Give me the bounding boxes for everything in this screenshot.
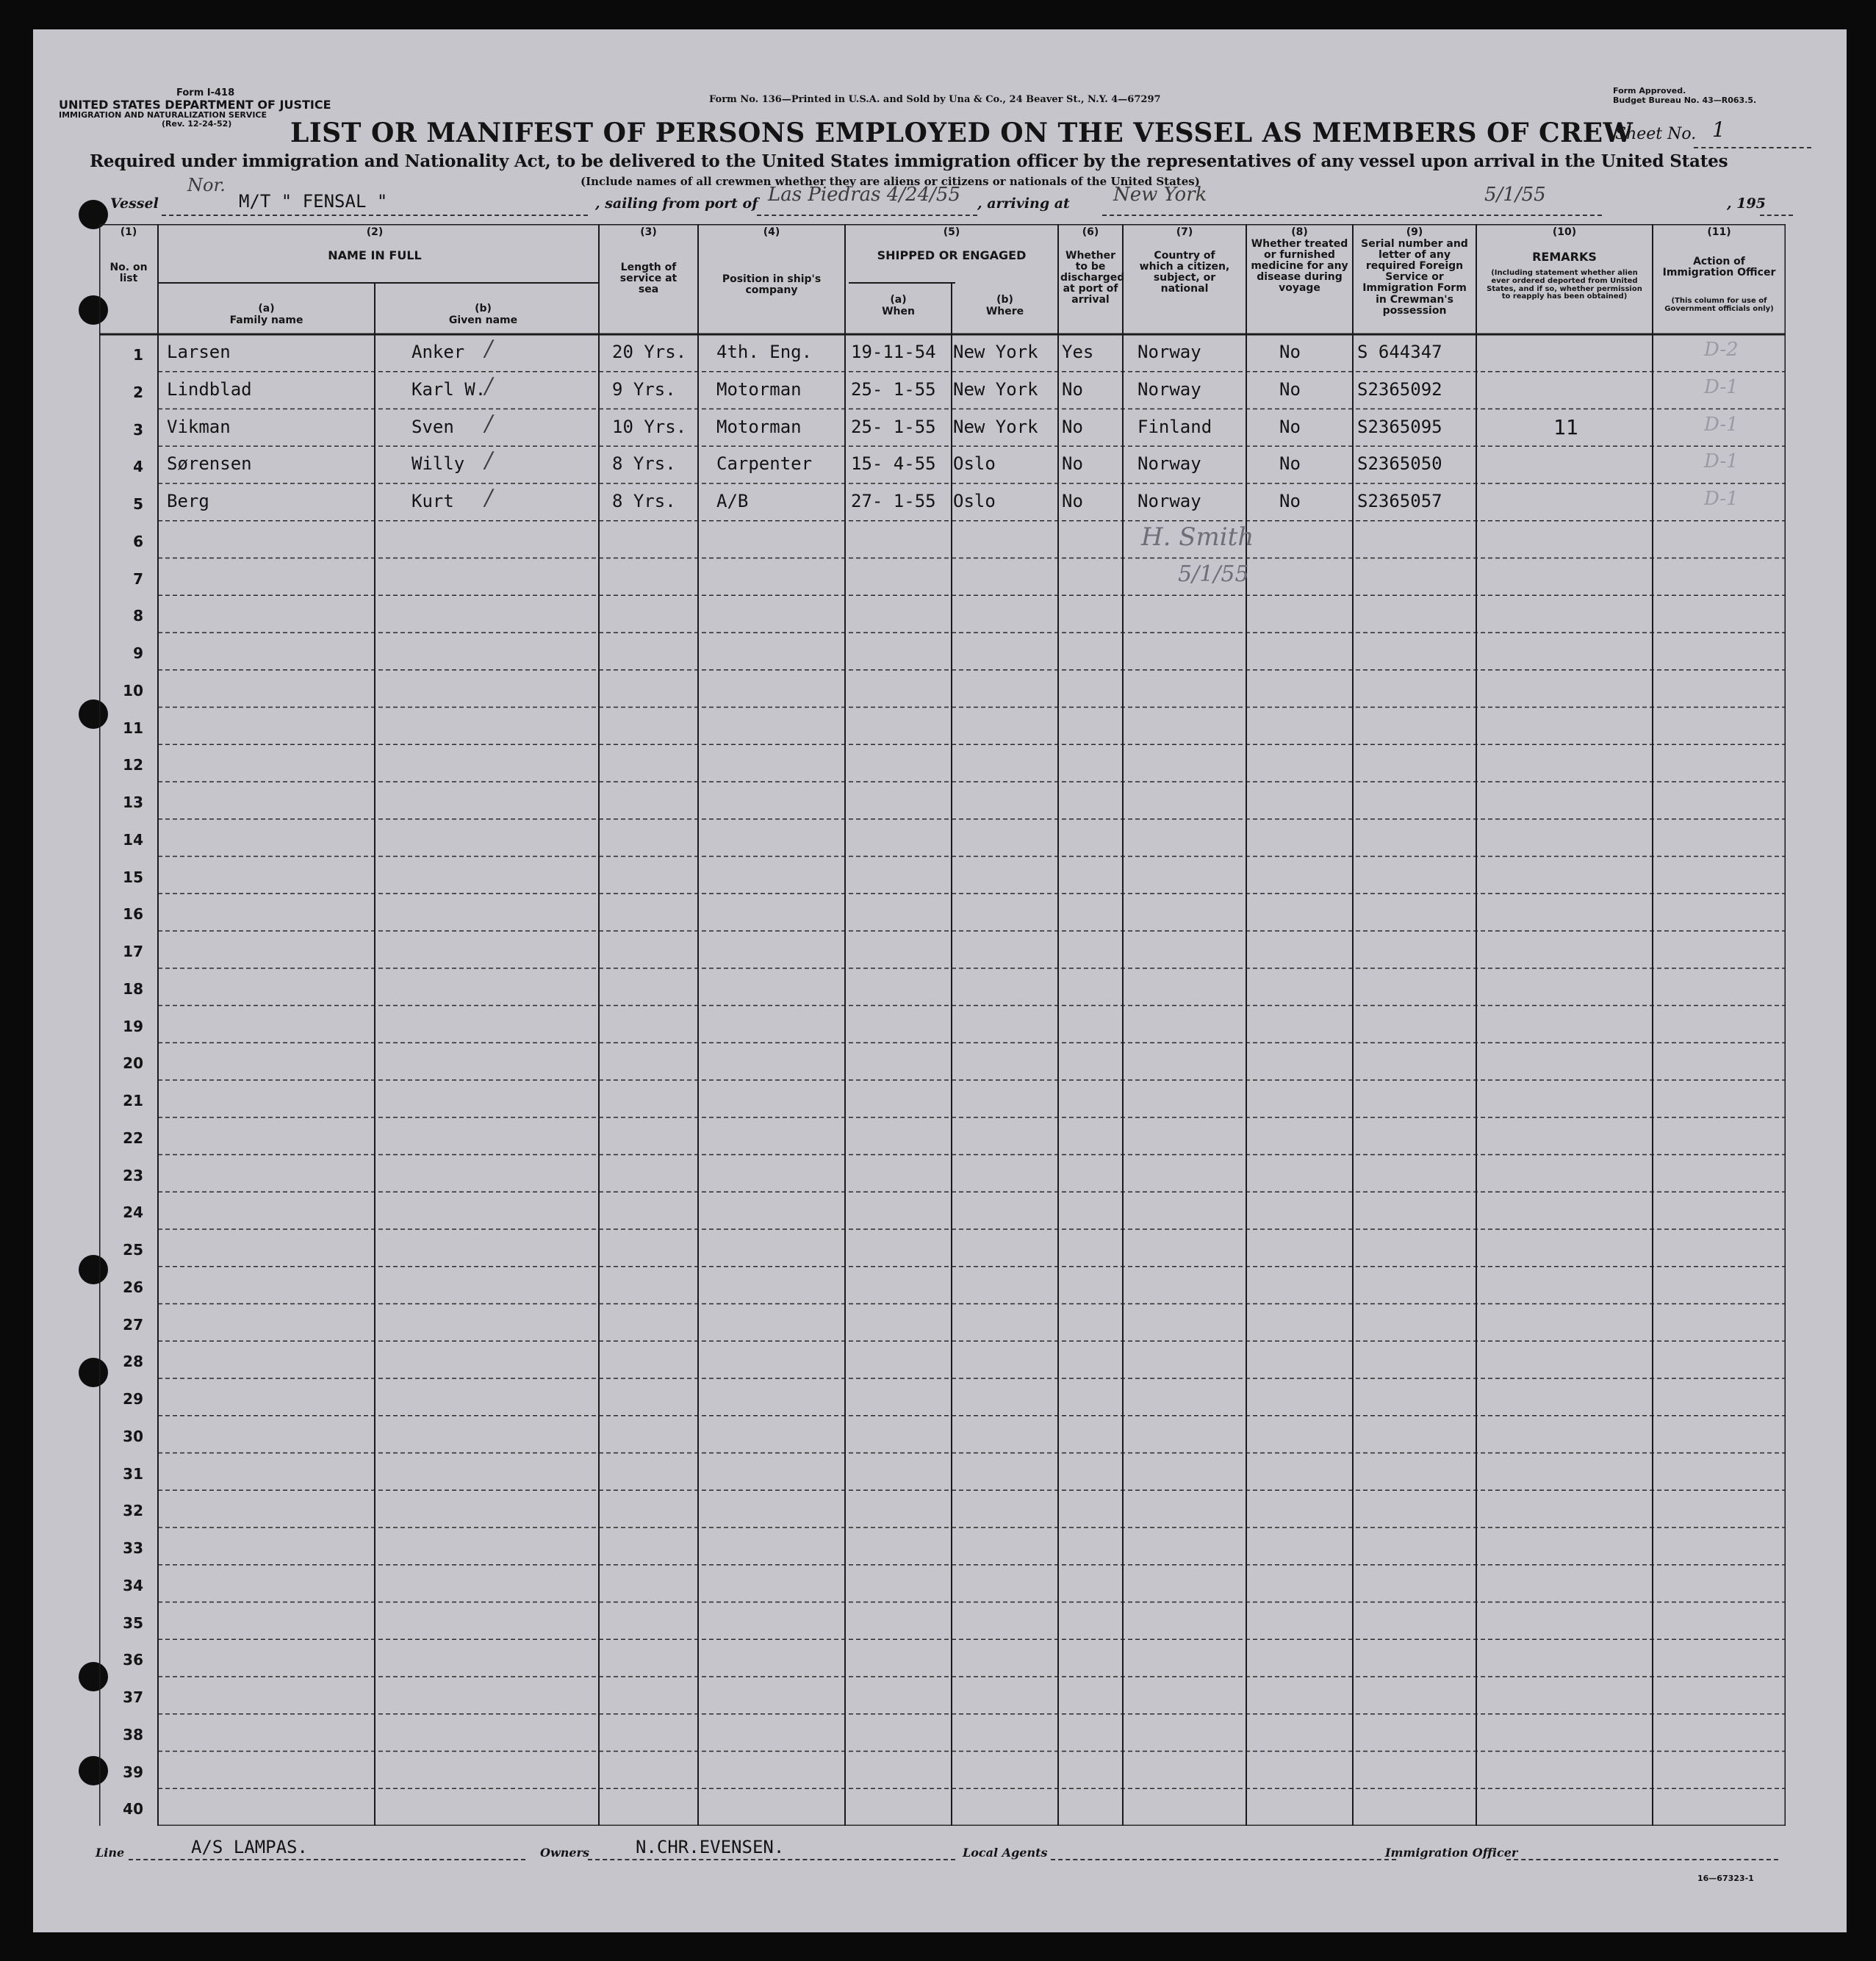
cell-position: Motorman xyxy=(716,416,802,437)
checkmark-icon: / xyxy=(485,485,493,511)
col-name-header: NAME IN FULL xyxy=(328,248,422,262)
sheet-number: 1 xyxy=(1712,118,1725,142)
col-name-number: (2) xyxy=(366,226,384,238)
row-number: 36 xyxy=(123,1651,143,1669)
row-number: 13 xyxy=(123,794,143,811)
approval-block xyxy=(1613,87,1756,105)
cell-country: Norway xyxy=(1138,378,1201,400)
cell-treated: No xyxy=(1279,378,1301,400)
cell-discharged: No xyxy=(1062,491,1083,511)
cell-where: New York xyxy=(953,416,1038,437)
cell-family: Sørensen xyxy=(167,453,252,475)
cell-given: Sven xyxy=(412,416,454,437)
vessel-nationality: Nor. xyxy=(187,175,226,195)
checkmark-icon: / xyxy=(485,447,493,474)
row-number: 27 xyxy=(123,1315,143,1334)
cell-position: Carpenter xyxy=(716,453,813,475)
col-where-header: Where xyxy=(985,306,1024,317)
cell-when: 25- 1-55 xyxy=(851,416,936,437)
officer-action: D-1 xyxy=(1704,488,1739,510)
revision: (Rev. 12-24-52) xyxy=(162,119,232,129)
col-country-number: (7) xyxy=(1176,226,1193,238)
cell-when: 27- 1-55 xyxy=(851,491,936,511)
cell-country: Norway xyxy=(1138,342,1201,362)
local-agents-label: Local Agents xyxy=(963,1846,1048,1860)
vessel-name: M/T " FENSAL " xyxy=(239,191,388,212)
cell-service: 8 Yrs. xyxy=(612,453,676,475)
row-number: 26 xyxy=(123,1278,143,1296)
row-number: 19 xyxy=(123,1017,143,1035)
form-code: 16—67323-1 xyxy=(1697,1874,1754,1883)
crew-table xyxy=(99,224,1786,1826)
cell-country: Norway xyxy=(1138,453,1201,475)
officer-action: D-2 xyxy=(1704,339,1739,361)
row-number: 2 xyxy=(133,383,143,401)
footer xyxy=(59,1837,1786,1866)
row-number: 37 xyxy=(123,1688,143,1706)
cell-when: 19-11-54 xyxy=(851,342,936,362)
signature: H. Smith xyxy=(1141,522,1254,552)
row-number: 34 xyxy=(123,1576,143,1594)
cell-family: Lindblad xyxy=(167,378,252,400)
cell-where: Oslo xyxy=(953,491,996,511)
col-remarks-number: (10) xyxy=(1552,226,1577,238)
col-discharged-number: (6) xyxy=(1082,226,1099,238)
row-number: 5 xyxy=(133,495,143,513)
row-number: 4 xyxy=(133,458,143,476)
printer-line: Form No. 136—Printed in U.S.A. and Sold by Una & Co., 24 Beaver St., N.Y. 4—67297 xyxy=(709,94,1161,105)
officer-action: D-1 xyxy=(1704,375,1739,398)
include-note: (Include names of all crewmen whether they are aliens or citizens or nationals of the United States) xyxy=(581,175,1200,188)
year-underline xyxy=(1760,215,1793,216)
cell-serial: S2365095 xyxy=(1357,416,1442,437)
row-number: 7 xyxy=(133,569,143,588)
form-approved: Form Approved. xyxy=(1613,86,1686,96)
col-when-header: When xyxy=(882,306,915,317)
row-number: 17 xyxy=(123,943,143,960)
officer-action: D-1 xyxy=(1704,450,1739,473)
col-family-header: Family name xyxy=(229,314,303,326)
row-number: 30 xyxy=(123,1427,143,1445)
col-shipped-header: SHIPPED OR ENGAGED xyxy=(877,248,1027,262)
vessel-underline xyxy=(162,215,588,216)
cell-when: 25- 1-55 xyxy=(851,378,936,400)
col-serial-number: (9) xyxy=(1406,226,1423,238)
row-number: 40 xyxy=(123,1800,143,1818)
sailing-label: , sailing from port of xyxy=(595,195,758,212)
checkmark-icon: / xyxy=(485,336,493,361)
row-number: 11 xyxy=(123,719,143,737)
subtitle: Required under immigration and Nationality Act, to be delivered to the United States immigration officer by the representatives of any vessel upon arrival in the United States xyxy=(90,151,1728,171)
row-number: 33 xyxy=(123,1539,143,1557)
cell-service: 20 Yrs. xyxy=(612,342,687,362)
row-number: 23 xyxy=(123,1166,143,1184)
row-number: 25 xyxy=(123,1241,143,1259)
row-number: 18 xyxy=(123,979,143,998)
signature-date: 5/1/55 xyxy=(1178,561,1249,587)
cell-discharged: No xyxy=(1062,453,1083,475)
cell-treated: No xyxy=(1279,342,1301,362)
owners-underline xyxy=(588,1859,955,1860)
cell-discharged: Yes xyxy=(1062,342,1094,362)
row-number: 6 xyxy=(133,532,143,550)
cell-where: New York xyxy=(953,342,1038,362)
cell-service: 8 Yrs. xyxy=(612,491,676,511)
row-number: 3 xyxy=(133,420,143,439)
table-grid xyxy=(99,224,1786,1826)
cell-family: Larsen xyxy=(167,342,231,362)
row-number: 16 xyxy=(123,905,143,924)
cell-discharged: No xyxy=(1062,416,1083,437)
col-service-number: (3) xyxy=(640,226,657,238)
row-number: 14 xyxy=(123,830,143,849)
sailing-underline xyxy=(757,215,977,216)
row-number: 9 xyxy=(133,644,143,662)
owners-label: Owners xyxy=(540,1846,589,1860)
col-discharged-header: Whether to be discharged at port of arrival xyxy=(1060,250,1125,306)
cell-treated: No xyxy=(1279,453,1301,475)
row-number: 10 xyxy=(123,681,143,699)
sailing-port: Las Piedras 4/24/55 xyxy=(768,184,960,206)
col-no-number: (1) xyxy=(120,226,137,238)
arriving-label: , arriving at xyxy=(977,195,1070,212)
cell-serial: S2365092 xyxy=(1357,378,1442,400)
immigration-officer-label: Immigration Officer xyxy=(1385,1846,1518,1860)
row-number: 39 xyxy=(123,1763,143,1781)
col-action-number: (11) xyxy=(1707,226,1731,238)
col-no-header: No. on list xyxy=(109,262,148,285)
line-underline xyxy=(129,1859,525,1860)
checkmark-icon: / xyxy=(485,410,493,436)
cell-family: Vikman xyxy=(167,416,231,437)
arrival-date: 5/1/55 xyxy=(1484,184,1546,206)
cell-treated: No xyxy=(1279,416,1301,437)
cell-discharged: No xyxy=(1062,378,1083,400)
department: UNITED STATES DEPARTMENT OF JUSTICE xyxy=(59,98,331,112)
manifest-sheet xyxy=(33,29,1847,1932)
cell-where: Oslo xyxy=(953,453,996,475)
col-shipped-number: (5) xyxy=(943,226,960,238)
immigration-officer-underline xyxy=(1506,1859,1778,1860)
cell-treated: No xyxy=(1279,491,1301,511)
cell-serial: S2365057 xyxy=(1357,491,1442,511)
line-value: A/S LAMPAS. xyxy=(191,1837,308,1857)
col-action-note: (This column for use of Government officials only) xyxy=(1664,297,1774,313)
sheet-underline xyxy=(1694,147,1811,148)
row-number: 20 xyxy=(123,1054,143,1073)
cell-given: Willy xyxy=(412,453,465,475)
line-label: Line xyxy=(96,1846,125,1860)
row-number: 21 xyxy=(123,1092,143,1109)
row-number: 22 xyxy=(123,1129,143,1147)
arriving-port: New York xyxy=(1113,184,1207,206)
row-number: 29 xyxy=(123,1390,143,1408)
row-number: 28 xyxy=(123,1353,143,1371)
col-service-header: Length of service at sea xyxy=(619,262,678,296)
row-number: 15 xyxy=(123,868,143,886)
cell-given: Karl W. xyxy=(412,378,486,400)
cell-family: Berg xyxy=(167,491,209,511)
col-position-header: Position in ship's company xyxy=(722,273,822,297)
col-treated-number: (8) xyxy=(1291,226,1308,238)
row-number: 32 xyxy=(123,1502,143,1520)
cell-serial: S2365050 xyxy=(1357,453,1442,475)
remarks-value: 11 xyxy=(1553,414,1578,439)
cell-given: Kurt xyxy=(412,491,454,511)
cell-given: Anker xyxy=(412,342,465,362)
col-treated-header: Whether treated or furnished medicine for any disease during voyage xyxy=(1251,238,1348,295)
col-given-header: Given name xyxy=(448,314,518,326)
cell-serial: S 644347 xyxy=(1357,342,1442,362)
col-remarks-note: (Including statement whether alien ever ordered deported from United States, and if so, whether permission to reapply has been obtained) xyxy=(1487,269,1642,301)
cell-position: A/B xyxy=(716,491,749,511)
col-action-header: Action of Immigration Officer xyxy=(1662,256,1776,279)
col-family-number: (a) xyxy=(258,303,275,314)
vessel-label: Vessel xyxy=(110,195,159,212)
officer-action: D-1 xyxy=(1704,413,1739,436)
service-name: IMMIGRATION AND NATURALIZATION SERVICE xyxy=(59,110,267,120)
cell-position: 4th. Eng. xyxy=(716,342,813,362)
cell-service: 9 Yrs. xyxy=(612,378,676,400)
arriving-underline xyxy=(1102,215,1602,216)
local-agents-underline xyxy=(1051,1859,1396,1860)
col-when-number: (a) xyxy=(890,294,907,306)
cell-country: Norway xyxy=(1138,491,1201,511)
col-given-number: (b) xyxy=(475,303,492,314)
col-where-number: (b) xyxy=(996,294,1013,306)
row-number: 24 xyxy=(123,1203,143,1222)
row-number: 8 xyxy=(133,607,143,625)
col-country-header: Country of which a citizen, subject, or national xyxy=(1139,250,1230,295)
sheet-label: Sheet No. xyxy=(1615,125,1697,143)
row-number: 12 xyxy=(123,756,143,774)
form-number: Form I-418 xyxy=(176,87,235,98)
cell-when: 15- 4-55 xyxy=(851,453,936,475)
owners-value: N.CHR.EVENSEN. xyxy=(636,1837,785,1857)
row-number: 1 xyxy=(133,346,143,364)
checkmark-icon: / xyxy=(485,373,493,399)
page-title: LIST OR MANIFEST OF PERSONS EMPLOYED ON THE VESSEL AS MEMBERS OF CREW xyxy=(290,118,1634,148)
col-remarks-header: REMARKS xyxy=(1532,250,1597,264)
cell-country: Finland xyxy=(1138,416,1212,437)
col-position-number: (4) xyxy=(763,226,780,238)
budget-bureau: Budget Bureau No. 43—R063.5. xyxy=(1613,95,1757,105)
row-number: 31 xyxy=(123,1464,143,1483)
cell-where: New York xyxy=(953,378,1038,400)
cell-position: Motorman xyxy=(716,378,802,400)
year-label: , 195 xyxy=(1727,195,1766,212)
row-number: 38 xyxy=(123,1725,143,1744)
col-serial-header: Serial number and letter of any required Foreign Service or Immigration Form in Crewman's possession xyxy=(1361,238,1468,317)
cell-service: 10 Yrs. xyxy=(612,416,687,437)
row-number: 35 xyxy=(123,1613,143,1632)
